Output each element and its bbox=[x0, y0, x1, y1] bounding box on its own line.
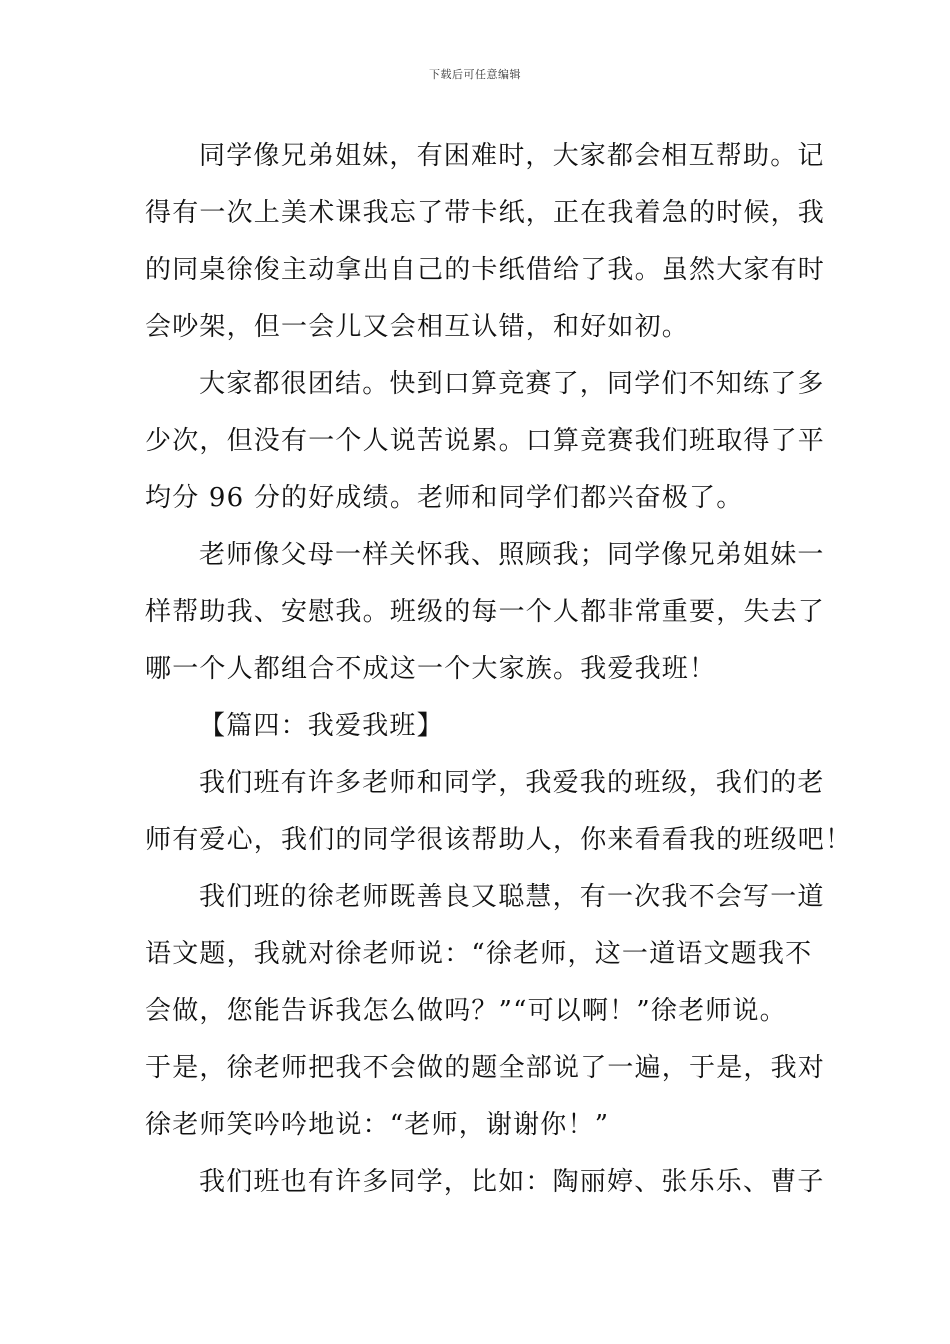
paragraph-line: 同学像兄弟姐妹，有困难时，大家都会相互帮助。记 bbox=[199, 141, 825, 171]
paragraph-line: 徐老师笑吟吟地说：“老师，谢谢你！” bbox=[145, 1110, 610, 1140]
paragraph-line: 会做，您能告诉我怎么做吗？”“可以啊！”徐老师说。 bbox=[145, 996, 787, 1026]
paragraph-line: 于是，徐老师把我不会做的题全部说了一遍，于是，我对 bbox=[145, 1053, 826, 1083]
paragraph-line: 少次，但没有一个人说苦说累。口算竞赛我们班取得了平 bbox=[145, 426, 826, 456]
paragraph-line: 我们班也有许多同学，比如：陶丽婷、张乐乐、曹子 bbox=[199, 1167, 825, 1197]
body-text bbox=[145, 128, 853, 1211]
paragraph-line: 得有一次上美术课我忘了带卡纸，正在我着急的时候，我 bbox=[145, 198, 826, 228]
paragraph-line: 均分 96 分的好成绩。老师和同学们都兴奋极了。 bbox=[145, 483, 744, 513]
paragraph-line: 样帮助我、安慰我。班级的每一个人都非常重要，失去了 bbox=[145, 597, 826, 627]
paragraph-line: 会吵架，但一会儿又会相互认错，和好如初。 bbox=[145, 312, 690, 342]
paragraph-line: 我们班的徐老师既善良又聪慧，有一次我不会写一道 bbox=[199, 882, 825, 912]
paragraph-line: 语文题，我就对徐老师说：“徐老师，这一道语文题我不 bbox=[145, 939, 813, 969]
paragraph-line: 哪一个人都组合不成这一个大家族。我爱我班！ bbox=[145, 654, 717, 684]
section-heading: 【篇四：我爱我班】 bbox=[199, 711, 444, 741]
page-header: 下载后可任意编辑 bbox=[429, 68, 521, 81]
paragraph-line: 的同桌徐俊主动拿出自己的卡纸借给了我。虽然大家有时 bbox=[145, 255, 826, 285]
paragraph-line: 师有爱心，我们的同学很该帮助人，你来看看我的班级吧！ bbox=[145, 825, 853, 855]
paragraph-line: 我们班有许多老师和同学，我爱我的班级，我们的老 bbox=[199, 768, 825, 798]
paragraph-line: 老师像父母一样关怀我、照顾我；同学像兄弟姐妹一 bbox=[199, 540, 825, 570]
paragraph-line: 大家都很团结。快到口算竞赛了，同学们不知练了多 bbox=[199, 369, 825, 399]
